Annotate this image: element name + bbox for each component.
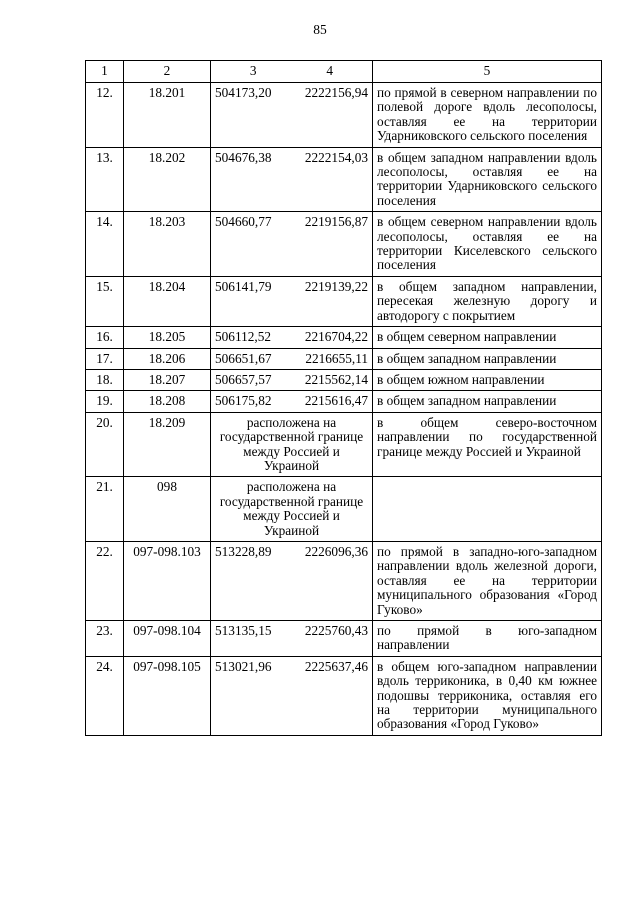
row-number: 16. [86,327,124,348]
page-number: 85 [313,22,327,37]
table-row [86,477,602,542]
point-id: 18.207 [124,369,211,390]
table-row [86,276,602,326]
direction-description [373,477,602,542]
coord-y: 2226096,36 [304,543,368,559]
coord-x: 506657,57 [215,371,272,387]
header-col-3-4 [211,61,373,83]
coord-x: 506141,79 [215,278,272,294]
direction-description: в общем северном направлении [373,327,602,348]
direction-description: по прямой в северном направлении по полевой дороге вдоль лесополосы, оставляя ее на территории Ударниковского сельского поселения [373,83,602,148]
direction-description: в общем юго-западном направлении вдоль терриконика, в 0,40 км южнее подошвы терриконика, оставляя его на территории муниципального образования «Город Гуково» [373,656,602,735]
coord-x: 506651,67 [215,350,272,366]
row-number: 23. [86,621,124,657]
coordinates [211,147,373,212]
coordinates [211,621,373,657]
coord-y: 2216704,22 [304,329,368,345]
row-number: 17. [86,348,124,369]
table-row [86,147,602,212]
coordinates [211,276,373,326]
coord-x: 513135,15 [215,623,272,638]
direction-description: в общем западном направлении вдоль лесополосы, оставляя ее на территории Ударниковского сельского поселения [373,147,602,212]
point-id: 18.202 [124,147,211,212]
header-col-5: 5 [373,61,602,83]
row-number: 18. [86,369,124,390]
row-number: 22. [86,541,124,620]
coord-y: 2219156,87 [304,214,368,230]
point-id: 18.208 [124,391,211,412]
coord-x: 504173,20 [215,85,272,100]
point-id: 18.201 [124,83,211,148]
table-row [86,369,602,390]
table-row [86,656,602,735]
coord-x: 504676,38 [215,149,272,165]
point-id: 097-098.103 [124,541,211,620]
coord-y: 2222154,03 [304,149,368,165]
point-id: 18.204 [124,276,211,326]
point-id: 097-098.104 [124,621,211,657]
coord-x: 504660,77 [215,214,272,230]
row-number: 21. [86,477,124,542]
coord-y: 2216655,11 [305,350,368,366]
row-number: 20. [86,412,124,477]
point-id: 18.203 [124,212,211,277]
table-header-row [86,61,602,83]
row-number: 15. [86,276,124,326]
border-location-note: расположена на государственной границе между Россией и Украиной [211,477,373,542]
coord-y: 2222156,94 [304,85,368,100]
point-id: 098 [124,477,211,542]
point-id: 18.209 [124,412,211,477]
row-number: 14. [86,212,124,277]
coordinates [211,369,373,390]
direction-description: в общем западном направлении, пересекая железную дорогу и автодорогу с покрытием [373,276,602,326]
coordinates [211,391,373,412]
coordinates [211,83,373,148]
row-number: 12. [86,83,124,148]
direction-description: в общем западном направлении [373,348,602,369]
direction-description: в общем северном направлении вдоль лесополосы, оставляя ее на территории Киселевского сельского поселения [373,212,602,277]
header-col-4: 4 [326,63,334,78]
point-id: 18.205 [124,327,211,348]
direction-description: в общем западном направлении [373,391,602,412]
point-id: 097-098.105 [124,656,211,735]
coord-y: 2225760,43 [304,623,368,638]
coord-y: 2215562,14 [304,371,368,387]
table-row [86,412,602,477]
direction-description: по прямой в западно-юго-западном направлении вдоль железной дороги, оставляя ее на территории муниципального образования «Город Гуково» [373,541,602,620]
header-col-3: 3 [249,63,257,78]
coordinates [211,348,373,369]
coord-x: 513021,96 [215,658,272,674]
row-number: 13. [86,147,124,212]
table-row [86,212,602,277]
header-col-2: 2 [124,61,211,83]
coordinates [211,212,373,277]
coord-x: 506175,82 [215,393,272,409]
direction-description: по прямой в юго-западном направлении [373,621,602,657]
direction-description: в общем южном направлении [373,369,602,390]
table-row [86,83,602,148]
boundary-table [85,60,602,736]
coord-y: 2225637,46 [304,658,368,674]
table-row [86,391,602,412]
coordinates [211,327,373,348]
border-location-note: расположена на государственной границе между Россией и Украиной [211,412,373,477]
point-id: 18.206 [124,348,211,369]
coord-x: 506112,52 [215,329,272,345]
coordinates [211,656,373,735]
coordinates [211,541,373,620]
coord-x: 513228,89 [215,543,272,559]
row-number: 24. [86,656,124,735]
table-row [86,327,602,348]
table-row [86,541,602,620]
table-row [86,621,602,657]
header-col-1: 1 [86,61,124,83]
coord-y: 2215616,47 [304,393,368,409]
row-number: 19. [86,391,124,412]
table-row [86,348,602,369]
coord-y: 2219139,22 [304,278,368,294]
direction-description: в общем северо-восточном направлении по государственной границе между Россией и Украиной [373,412,602,477]
